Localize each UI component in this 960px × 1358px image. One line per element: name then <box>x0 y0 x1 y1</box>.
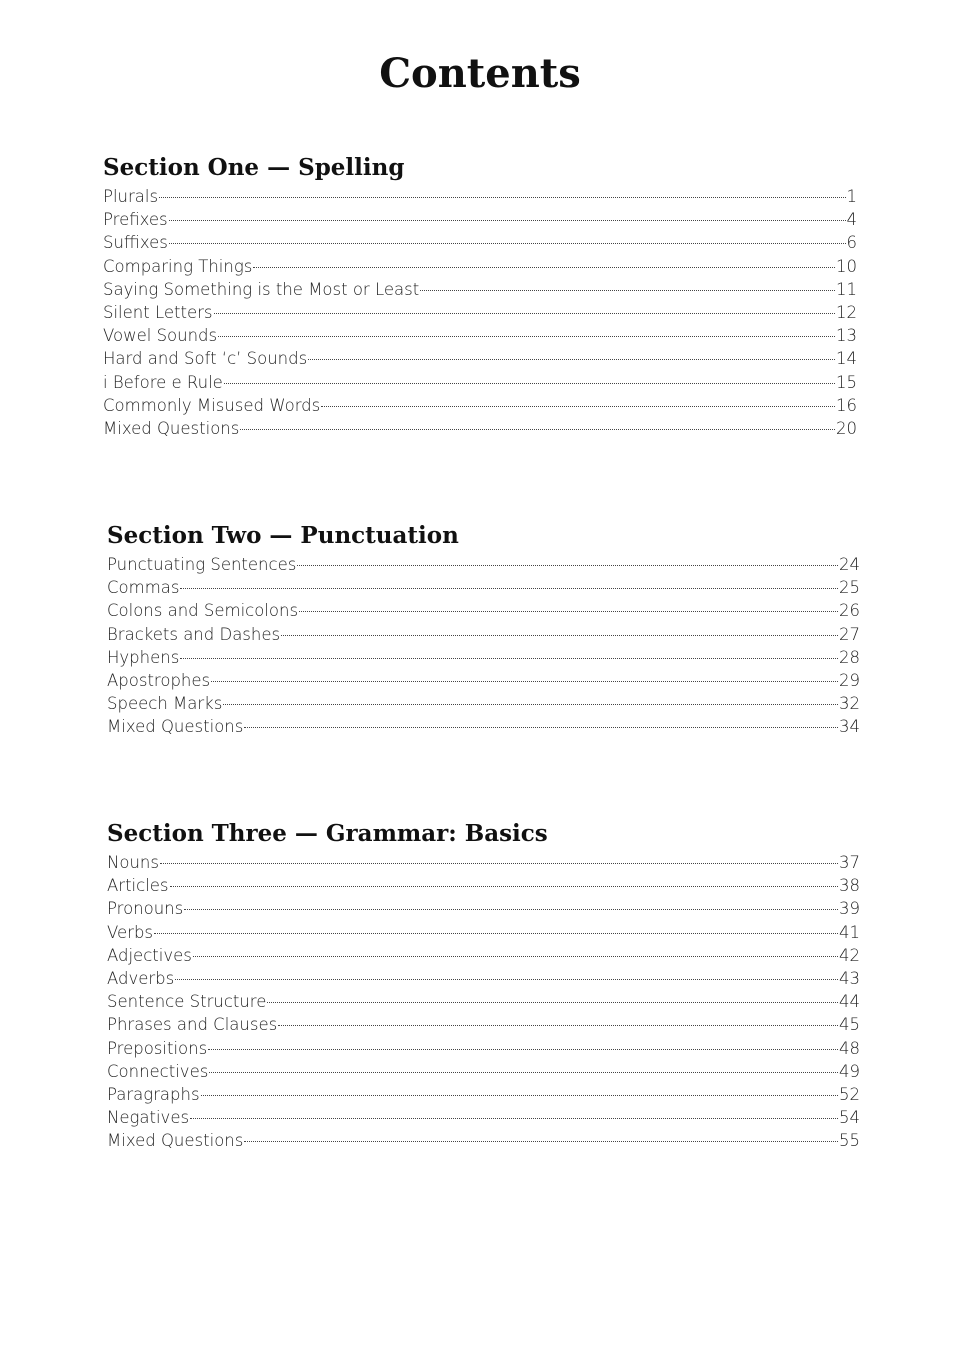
toc-entry[interactable] <box>107 669 860 692</box>
toc-entry-label: Mixed Questions <box>107 717 244 737</box>
dot-leader <box>190 1118 838 1119</box>
dot-leader <box>169 220 846 221</box>
toc-entry-label: Speech Marks <box>107 694 223 714</box>
dot-leader <box>244 1141 838 1142</box>
toc-entry-page-number: 15 <box>836 372 857 392</box>
toc-entry-page-number: 4 <box>846 210 857 230</box>
toc-entry-label: Pronouns <box>107 899 184 919</box>
toc-entry-page-number: 12 <box>836 302 857 322</box>
toc-entry[interactable] <box>107 1129 860 1152</box>
toc-entry-page-number: 10 <box>836 256 857 276</box>
toc-entry[interactable] <box>107 874 860 897</box>
toc-entry[interactable] <box>107 692 860 715</box>
dot-leader <box>154 933 838 934</box>
toc-entry-label: Articles <box>107 876 169 896</box>
toc-entry[interactable] <box>107 967 860 990</box>
toc-entry[interactable] <box>107 1083 860 1106</box>
dot-leader <box>209 1072 838 1073</box>
dot-leader <box>180 588 838 589</box>
toc-entry-page-number: 42 <box>839 945 860 965</box>
dot-leader <box>223 704 838 705</box>
toc-entry-page-number: 38 <box>839 876 860 896</box>
dot-leader <box>278 1025 838 1026</box>
section-heading: Section Two — Punctuation <box>107 522 459 549</box>
toc-entry-label: Comparing Things <box>103 256 253 276</box>
dot-leader <box>214 313 836 314</box>
dot-leader <box>299 611 838 612</box>
toc-entry-page-number: 45 <box>839 1015 860 1035</box>
toc-entry[interactable] <box>107 576 860 599</box>
dot-leader <box>240 429 835 430</box>
section-punctuation <box>107 521 860 739</box>
toc-entry[interactable] <box>107 1060 860 1083</box>
dot-leader <box>175 979 838 980</box>
toc-entry-page-number: 43 <box>839 968 860 988</box>
section-grammar-basics <box>107 819 860 1152</box>
toc-entry-label: Paragraphs <box>107 1084 200 1104</box>
toc-entry-label: Commonly Misused Words <box>103 395 321 415</box>
dot-leader <box>218 336 835 337</box>
toc-entry[interactable] <box>107 599 860 622</box>
toc-entry-page-number: 34 <box>839 717 860 737</box>
toc-entry[interactable] <box>107 944 860 967</box>
toc-entry[interactable] <box>107 1013 860 1036</box>
toc-entry-label: Prefixes <box>103 210 168 230</box>
toc-entry[interactable] <box>107 921 860 944</box>
toc-list <box>107 851 860 1152</box>
toc-entry-label: Vowel Sounds <box>103 326 218 346</box>
dot-leader <box>420 290 835 291</box>
toc-entry-page-number: 27 <box>839 624 860 644</box>
dot-leader <box>170 886 838 887</box>
toc-entry-label: Hard and Soft ‘c’ Sounds <box>103 349 308 369</box>
toc-entry-page-number: 49 <box>839 1061 860 1081</box>
toc-entry[interactable] <box>103 347 857 370</box>
toc-entry-label: Negatives <box>107 1108 190 1128</box>
dot-leader <box>244 727 838 728</box>
dot-leader <box>211 681 838 682</box>
toc-entry-label: Colons and Semicolons <box>107 601 299 621</box>
toc-entry-label: Mixed Questions <box>107 1131 244 1151</box>
dot-leader <box>253 267 835 268</box>
toc-list <box>103 185 857 440</box>
toc-entry-page-number: 1 <box>846 187 857 206</box>
toc-entry-page-number: 6 <box>846 233 857 253</box>
toc-entry-label: Silent Letters <box>103 302 213 322</box>
toc-entry[interactable] <box>107 851 860 874</box>
toc-entry[interactable] <box>103 371 857 394</box>
toc-list <box>107 553 860 739</box>
toc-entry-page-number: 13 <box>836 326 857 346</box>
toc-entry[interactable] <box>103 417 857 440</box>
toc-entry-page-number: 55 <box>839 1131 860 1151</box>
toc-entry-label: Hyphens <box>107 647 180 667</box>
section-heading: Section One — Spelling <box>103 154 405 181</box>
toc-entry[interactable] <box>107 715 860 738</box>
toc-entry-page-number: 37 <box>839 853 860 872</box>
dot-leader <box>193 956 838 957</box>
toc-entry-page-number: 48 <box>839 1038 860 1058</box>
toc-entry-page-number: 24 <box>839 555 860 574</box>
toc-entry-label: Apostrophes <box>107 670 211 690</box>
toc-entry-page-number: 39 <box>839 899 860 919</box>
toc-entry-label: Suffixes <box>103 233 168 253</box>
toc-entry-label: Nouns <box>107 853 159 872</box>
toc-entry-label: Connectives <box>107 1061 209 1081</box>
toc-entry-label: i Before e Rule <box>103 372 223 392</box>
dot-leader <box>208 1049 838 1050</box>
toc-entry-page-number: 41 <box>839 922 860 942</box>
toc-entry[interactable] <box>107 897 860 920</box>
toc-entry[interactable] <box>103 324 857 347</box>
toc-entry[interactable] <box>107 646 860 669</box>
toc-entry-page-number: 16 <box>836 395 857 415</box>
toc-entry-label: Prepositions <box>107 1038 208 1058</box>
toc-entry[interactable] <box>103 208 857 231</box>
dot-leader <box>297 565 838 566</box>
dot-leader <box>169 243 846 244</box>
section-heading: Section Three — Grammar: Basics <box>107 820 548 847</box>
dot-leader <box>184 909 838 910</box>
toc-entry-page-number: 11 <box>836 279 857 299</box>
toc-entry-label: Phrases and Clauses <box>107 1015 278 1035</box>
toc-entry-page-number: 25 <box>839 578 860 598</box>
toc-entry-label: Brackets and Dashes <box>107 624 281 644</box>
toc-entry[interactable] <box>103 185 857 208</box>
toc-entry[interactable] <box>103 301 857 324</box>
toc-entry-label: Adverbs <box>107 968 175 988</box>
toc-entry-label: Saying Something is the Most or Least <box>103 279 420 299</box>
dot-leader <box>308 359 835 360</box>
dot-leader <box>180 658 838 659</box>
toc-entry-label: Punctuating Sentences <box>107 555 297 574</box>
toc-entry[interactable] <box>103 231 857 254</box>
dot-leader <box>201 1095 838 1096</box>
toc-entry[interactable] <box>103 278 857 301</box>
toc-entry-label: Mixed Questions <box>103 418 240 438</box>
toc-entry-page-number: 26 <box>839 601 860 621</box>
toc-entry-label: Commas <box>107 578 180 598</box>
toc-entry-label: Plurals <box>103 187 159 206</box>
toc-entry-page-number: 52 <box>839 1084 860 1104</box>
toc-entry-label: Sentence Structure <box>107 992 267 1012</box>
toc-entry-page-number: 54 <box>839 1108 860 1128</box>
toc-entry[interactable] <box>107 990 860 1013</box>
toc-entry-page-number: 28 <box>839 647 860 667</box>
dot-leader <box>159 197 845 198</box>
toc-entry[interactable] <box>107 623 860 646</box>
toc-entry-label: Adjectives <box>107 945 192 965</box>
dot-leader <box>267 1002 838 1003</box>
dot-leader <box>224 383 835 384</box>
dot-leader <box>160 863 838 864</box>
toc-entry[interactable] <box>103 255 857 278</box>
toc-entry-label: Verbs <box>107 922 154 942</box>
section-spelling <box>103 153 857 440</box>
toc-entry-page-number: 32 <box>839 694 860 714</box>
toc-entry-page-number: 29 <box>839 670 860 690</box>
toc-entry[interactable] <box>107 553 860 576</box>
dot-leader <box>321 406 835 407</box>
page-title: Contents <box>379 50 581 97</box>
toc-entry-page-number: 20 <box>836 418 857 438</box>
toc-entry[interactable] <box>103 394 857 417</box>
toc-entry-page-number: 44 <box>839 992 860 1012</box>
toc-entry[interactable] <box>107 1106 860 1129</box>
toc-entry-page-number: 14 <box>836 349 857 369</box>
dot-leader <box>281 635 838 636</box>
toc-entry[interactable] <box>107 1037 860 1060</box>
